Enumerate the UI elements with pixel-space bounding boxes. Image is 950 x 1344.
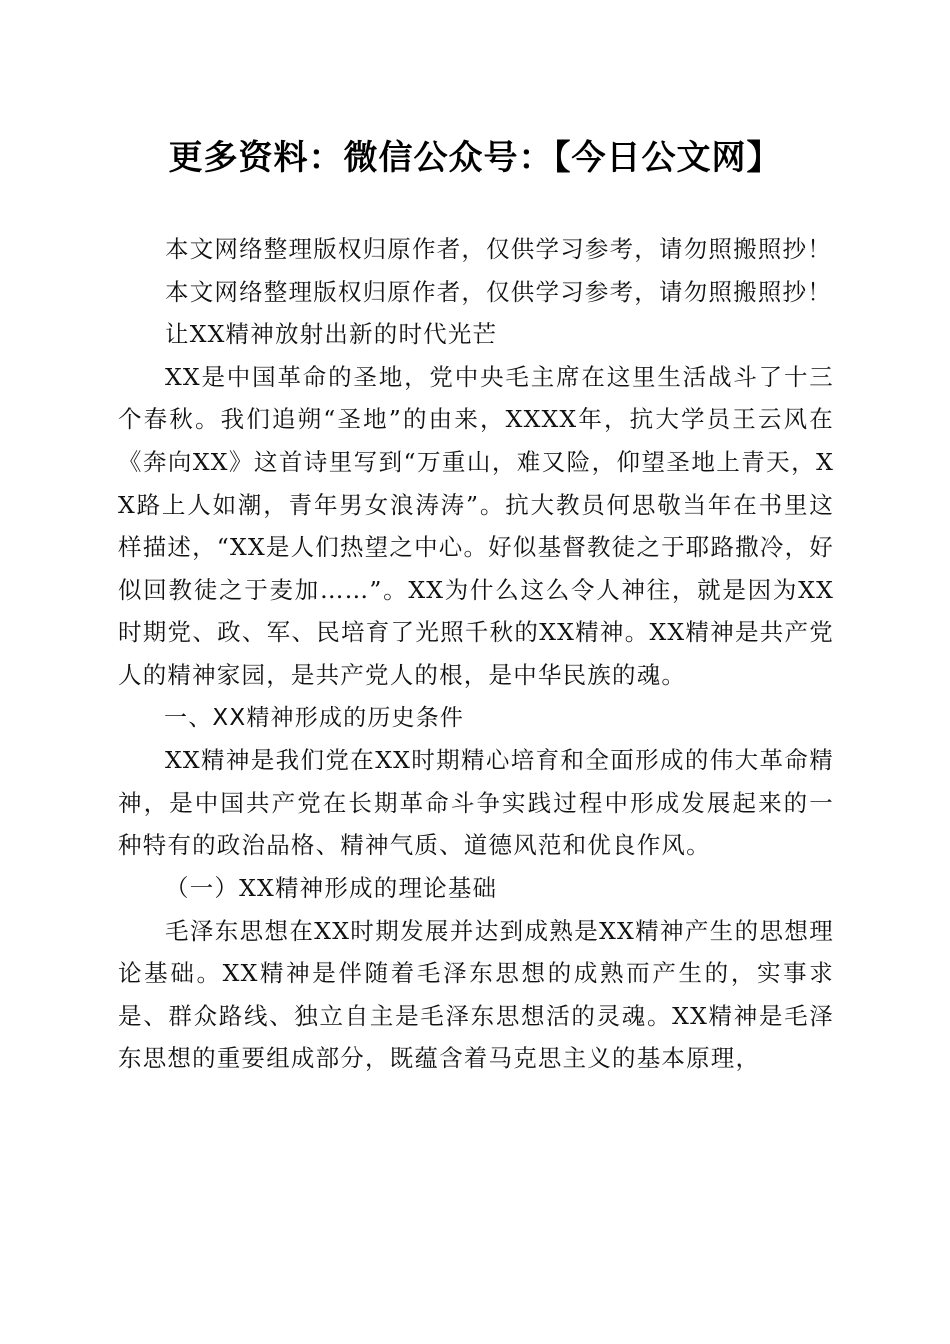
document-body	[118, 228, 834, 1080]
section-heading: 一、XX精神形成的历史条件	[164, 704, 465, 731]
page-header-title: 更多资料：微信公众号：【今日公文网】	[168, 138, 782, 178]
copyright-notice-1: 本文网络整理版权归原作者，仅供学习参考，请勿照搬照抄！	[165, 235, 832, 263]
paragraph: XX精神是我们党在XX时期精心培育和全面形成的伟大革命精神，是中国共产党在长期革命斗争实践过程中形成发展起来的一种特有的政治品格、精神气质、道德风范和优良作风。	[118, 746, 834, 860]
paragraph: XX是中国革命的圣地，党中央毛主席在这里生活战斗了十三个春秋。我们追朔“圣地”的由来，XXXX年，抗大学员王云风在《奔向XX》这首诗里写到“万重山，难又险，仰望圣地上青天，XX路上人如潮，青年男女浪涛涛”。抗大教员何思敬当年在书里这样描述，“XX是人们热望之中心。好似基督教徒之于耶路撒冷，好似回教徒之于麦加……”。XX为什么这么令人神往，就是因为XX时期党、政、军、民培育了光照千秋的XX精神。XX精神是共产党人的精神家园，是共产党人的根，是中华民族的魂。	[118, 362, 834, 689]
copyright-notice-2: 本文网络整理版权归原作者，仅供学习参考，请勿照搬照抄！	[165, 277, 832, 306]
subsection-heading: （一）XX精神形成的理论基础	[165, 873, 498, 902]
article-title: 让XX精神放射出新的时代光芒	[165, 320, 498, 349]
paragraph: 毛泽东思想在XX时期发展并达到成熟是XX精神产生的思想理论基础。XX精神是伴随着毛泽东思想的成熟而产生的，实事求是、群众路线、独立自主是毛泽东思想活的灵魂。XX精神是毛泽东思想的重要组成部分，既蕴含着马克思主义的基本原理，	[118, 916, 834, 1073]
